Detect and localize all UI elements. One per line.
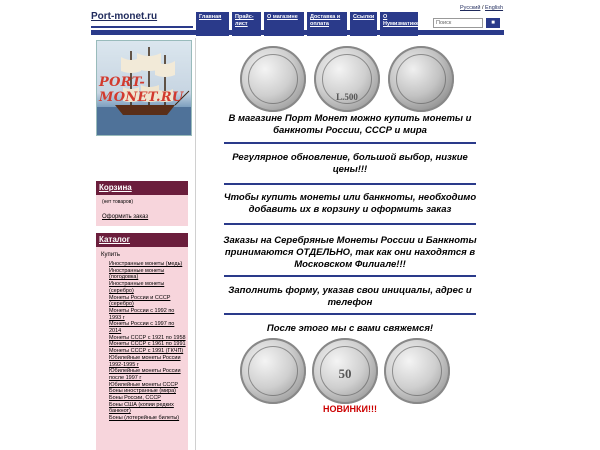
nav-home[interactable]: Главная <box>196 12 229 36</box>
divider-rule <box>224 142 476 144</box>
catalog-item[interactable]: Монеты России с 1997 по 2014 <box>109 321 175 335</box>
catalog-item[interactable]: Юбилейные монеты СССР <box>109 381 179 388</box>
header-bar <box>91 30 504 35</box>
catalog-item[interactable]: Иностранные монеты (медь) <box>109 261 183 267</box>
catalog-buy-label: Купить <box>101 252 120 258</box>
search-button[interactable]: ■ <box>486 18 500 28</box>
coin-row-bottom <box>240 338 456 408</box>
divider-rule <box>224 275 476 277</box>
nav-about-shop[interactable]: О магазине <box>264 12 304 36</box>
lang-ru-link[interactable]: Русский <box>460 5 481 11</box>
silver-orders-message: Заказы на Серебряные Монеты России и Банкноты принимаются ОТДЕЛЬНО, так как они находятся в Московском Филиале!!! <box>223 235 477 270</box>
logo-text: PORT-MONET.RU <box>99 75 184 105</box>
coin-image[interactable] <box>240 46 306 112</box>
divider-rule <box>224 183 476 185</box>
nav-price-list[interactable]: Прайс-лист <box>232 12 261 36</box>
lang-en-link[interactable]: English <box>485 5 504 11</box>
coin-image[interactable] <box>240 338 306 404</box>
update-message: Регулярное обновление, большой выбор, низкие цены!!! <box>232 152 468 175</box>
coin-label: L.500 <box>336 92 358 102</box>
divider-rule <box>224 313 476 315</box>
catalog-item[interactable]: Боны (лотерейные билеты) <box>109 415 180 422</box>
catalog-item[interactable]: Боны России, СССР <box>109 395 161 402</box>
coin-row-top <box>240 44 456 114</box>
catalog-item[interactable]: Монеты СССР с 1961 по 1991 <box>109 341 186 348</box>
coin-label: 50 <box>338 366 352 381</box>
coin-image[interactable] <box>384 338 450 404</box>
nav-numismatics[interactable]: О Нумизматике <box>380 12 418 36</box>
cart-box <box>96 195 188 226</box>
catalog-item[interactable]: Юбилейные монеты России после 1997 г <box>109 368 181 381</box>
new-items-label[interactable]: НОВИНКИ!!! <box>323 404 377 414</box>
form-message: Заполнить форму, указав свои инициалы, адрес и телефон <box>228 285 472 308</box>
lang-separator: / <box>481 5 484 11</box>
catalog-item[interactable]: Монеты СССР с 1921 по 1958 <box>109 334 186 341</box>
column-divider <box>195 38 196 450</box>
catalog-item[interactable]: Иностранные монеты (погодовка) <box>109 267 165 281</box>
how-to-buy-message: Чтобы купить монеты или банкноты, необходимо добавить их в корзину и оформить заказ <box>223 192 477 215</box>
catalog-box <box>96 247 188 450</box>
sidebar <box>96 38 193 450</box>
header-underline <box>91 26 193 28</box>
catalog-item[interactable]: Боны иностранные (мира) <box>109 388 176 395</box>
cart-title[interactable]: Корзина <box>96 181 188 195</box>
nav-delivery[interactable]: Доставка и оплата <box>307 12 347 36</box>
catalog-item[interactable]: Иностранные монеты (серебро) <box>109 281 165 294</box>
catalog-item[interactable]: Боны США (копии редких банкнот) <box>109 401 174 415</box>
cart-empty-text: (нет товаров) <box>102 199 133 205</box>
site-name-link[interactable]: Port-monet.ru <box>91 11 158 22</box>
coin-image[interactable] <box>388 46 454 112</box>
logo-image[interactable] <box>96 40 192 136</box>
catalog-item[interactable]: Монеты России и СССР (серебро) <box>109 294 171 308</box>
coin-image[interactable] <box>314 46 380 112</box>
catalog-title[interactable]: Каталог <box>96 233 188 247</box>
language-switch <box>460 5 503 11</box>
main-content <box>210 38 490 450</box>
catalog-list <box>101 261 186 422</box>
intro-message: В магазине Порт Монет можно купить монеты и банкноты России, СССР и мира <box>228 113 472 136</box>
search-input[interactable]: Поиск <box>433 18 483 28</box>
catalog-item[interactable]: Монеты СССР с 1991 (ГКЧП) <box>109 348 184 355</box>
header <box>0 0 600 38</box>
catalog-item[interactable]: Монеты России с 1992 по 1993 г <box>109 307 175 321</box>
contact-message: После этого мы с вами свяжемся! <box>266 323 434 334</box>
nav-links[interactable]: Ссылки <box>350 12 377 36</box>
divider-rule <box>224 223 476 225</box>
catalog-item[interactable]: Юбилейные монеты России 1992-1995 г <box>109 354 181 368</box>
checkout-link[interactable]: Оформить заказ <box>102 214 149 220</box>
coin-image[interactable] <box>312 338 378 404</box>
